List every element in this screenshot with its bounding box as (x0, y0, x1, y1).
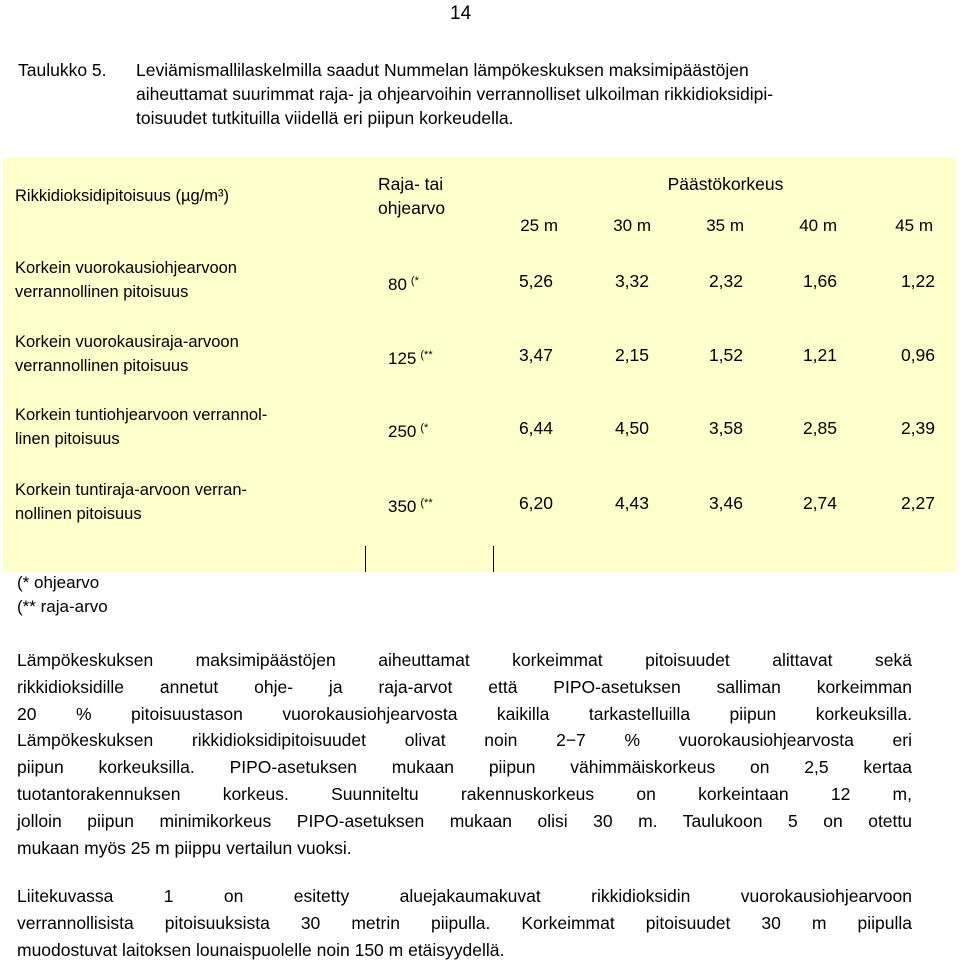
header-emission-height: Päästökorkeus (667, 174, 784, 194)
row-label-line-2: verrannollinen pitoisuus (15, 357, 189, 375)
table-cell: 3,47 (518, 345, 553, 365)
table-cell: 6,20 (518, 493, 553, 513)
limit-mark: (* (410, 275, 419, 287)
caption-label: Taulukko 5. (18, 60, 107, 80)
table-cell: 2,32 (708, 271, 743, 291)
text-line: 20 % pitoisuustason vuorokausiohjearvosta kaikilla tarkastelluilla piipun korkeuksilla. (17, 703, 912, 724)
paragraph-appendix (17, 883, 912, 963)
row-limit-value (388, 343, 478, 371)
text-line: muodostuvat laitoksen lounaispuolelle noin 150 m etäisyydellä. (17, 939, 505, 960)
table-cell: 2,27 (900, 493, 935, 513)
header-height-40: 40 m (799, 216, 837, 235)
caption-line-1: Leviämismallilaskelmilla saadut Nummelan lämpökeskuksen maksimipäästöjen (136, 60, 749, 80)
text-line: Lämpökeskuksen rikkidioksidipitoisuudet olivat noin 2−7 % vuorokausiohjearvosta eri (17, 730, 912, 751)
text-line: verrannollisista pitoisuuksista 30 metrin piipulla. Korkeimmat pitoisuudet 30 m piipulla (17, 912, 912, 933)
row-label-line-1: Korkein tuntiohjearvoon verrannol- (15, 406, 268, 424)
table-caption (18, 58, 938, 130)
header-limit-line-2: ohjearvo (378, 198, 446, 218)
limit-mark: (* (420, 422, 429, 434)
table-cell: 6,44 (518, 418, 553, 438)
table-row-label (15, 478, 335, 526)
table-cell: 2,15 (614, 345, 649, 365)
text-line: jolloin piipun minimikorkeus PIPO-asetuksen mukaan olisi 30 m. Taulukoon 5 on otettu (17, 810, 912, 831)
table-cell: 1,21 (802, 345, 837, 365)
header-concentration: Rikkidioksidipitoisuus (µg/m³) (15, 187, 229, 205)
caption-line-2: aiheuttamat suurimmat raja- ja ohjearvoihin verrannolliset ulkoilman rikkidioksidipi- (136, 84, 774, 104)
row-label-line-2: verrannollinen pitoisuus (15, 283, 189, 301)
table-cell: 1,66 (802, 271, 837, 291)
table-bottom-strip (3, 546, 956, 572)
limit-mark: (** (420, 349, 433, 361)
column-divider (365, 546, 366, 572)
text-line: tuotantorakennuksen korkeus. Suunniteltu rakennuskorkeus on korkeintaan 12 m, (17, 783, 912, 804)
column-divider (493, 546, 494, 572)
table-row-label (15, 403, 335, 451)
header-limit (378, 172, 488, 220)
table-cell: 3,32 (614, 271, 649, 291)
header-height-30: 30 m (613, 216, 651, 235)
text-line: Lämpökeskuksen maksimipäästöjen aiheuttamat korkeimmat pitoisuudet alittavat sekä (17, 650, 912, 670)
row-label-line-2: nollinen pitoisuus (15, 505, 142, 523)
table-cell: 3,46 (708, 493, 743, 513)
text-line: Liitekuvassa 1 on esitetty aluejakaumakuvat rikkidioksidin vuorokausiohjearvoon (17, 886, 912, 906)
header-limit-line-1: Raja- tai (378, 174, 444, 194)
table-cell: 3,58 (708, 418, 743, 438)
table-cell: 2,39 (900, 418, 935, 438)
footnote-limit-value: (** raja-arvo (17, 597, 108, 616)
header-height-45: 45 m (895, 216, 933, 235)
paragraph-results (17, 647, 912, 861)
table-cell: 2,85 (802, 418, 837, 438)
table-cell: 1,52 (708, 345, 743, 365)
row-limit-value (388, 416, 478, 444)
row-label-line-1: Korkein vuorokausiohjearvoon (15, 259, 237, 277)
row-limit-value (388, 491, 478, 519)
emissions-table (3, 158, 956, 572)
table-row-label (15, 256, 335, 304)
header-height-25: 25 m (520, 216, 558, 235)
table-cell: 2,74 (802, 493, 837, 513)
table-cell: 0,96 (900, 345, 935, 365)
table-cell: 1,22 (900, 271, 935, 291)
limit-number: 80 (388, 275, 407, 294)
limit-mark: (** (420, 497, 433, 509)
header-height-35: 35 m (706, 216, 744, 235)
row-label-line-2: linen pitoisuus (15, 430, 120, 448)
table-row-label (15, 330, 335, 378)
table-cell: 4,43 (614, 493, 649, 513)
text-line: rikkidioksidille annetut ohje- ja raja-arvot että PIPO-asetuksen salliman korkeimman (17, 676, 912, 697)
footnote-guide-value: (* ohjearvo (17, 573, 100, 592)
row-limit-value (388, 269, 478, 297)
text-line: mukaan myös 25 m piippu vertailun vuoksi. (17, 837, 352, 858)
limit-number: 350 (388, 497, 417, 516)
text-line: piipun korkeuksilla. PIPO-asetuksen mukaan piipun vähimmäiskorkeus on 2,5 kertaa (17, 757, 912, 778)
footnotes (17, 571, 108, 619)
caption-line-3: toisuudet tutkituilla viidellä eri piipun korkeudella. (136, 108, 514, 128)
row-label-line-1: Korkein vuorokausiraja-arvoon (15, 333, 239, 351)
row-label-line-1: Korkein tuntiraja-arvoon verran- (15, 481, 248, 499)
page-number: 14 (450, 3, 472, 24)
table-cell: 4,50 (614, 418, 649, 438)
limit-number: 125 (388, 349, 417, 368)
limit-number: 250 (388, 422, 417, 441)
table-cell: 5,26 (518, 271, 553, 291)
